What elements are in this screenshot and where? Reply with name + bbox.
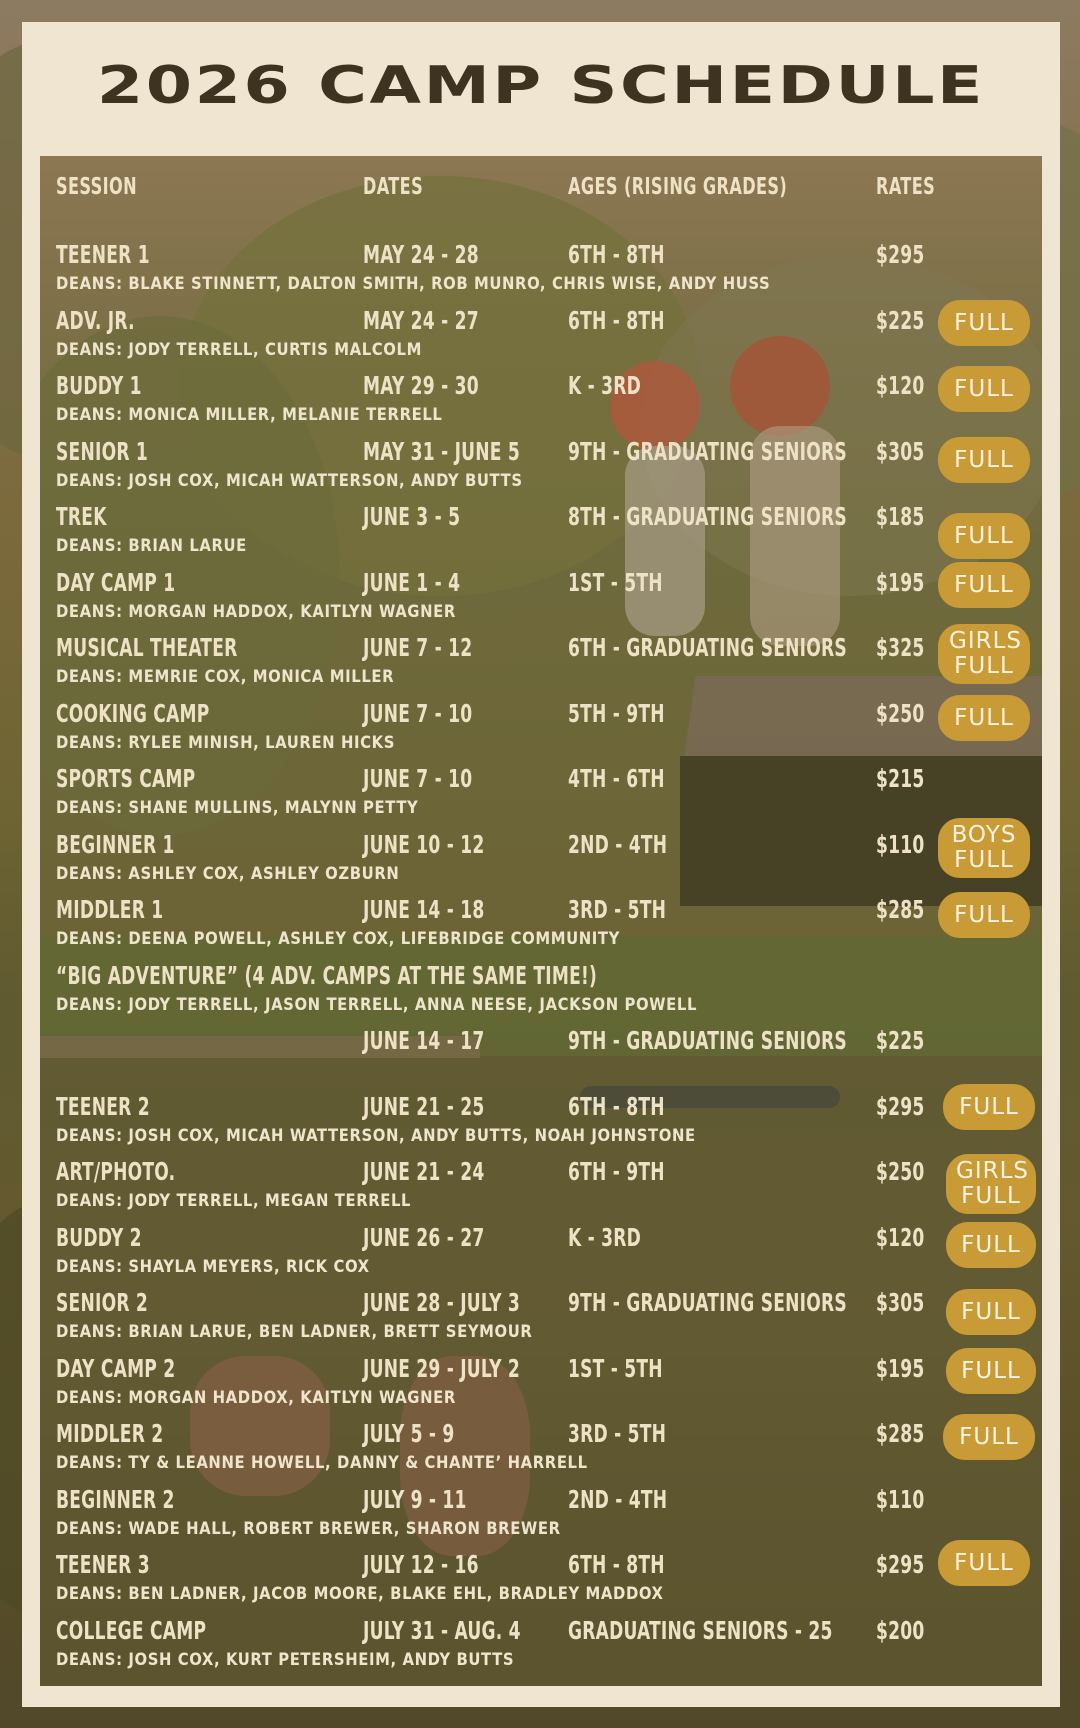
row-deans: DEANS: RYLEE MINISH, LAUREN HICKS bbox=[56, 732, 396, 752]
row-ages: K - 3RD bbox=[568, 1222, 642, 1252]
row-session: ART/PHOTO. bbox=[56, 1157, 176, 1186]
row-dates: MAY 29 - 30 bbox=[363, 371, 479, 400]
status-badge bbox=[943, 1084, 1035, 1130]
row-rate: $120 bbox=[876, 371, 925, 400]
row-rate: $305 bbox=[876, 1288, 925, 1317]
row-dates: JUNE 29 - JULY 2 bbox=[363, 1353, 520, 1383]
row-ages: 1ST - 5TH bbox=[568, 567, 663, 597]
row-deans: DEANS: MEMRIE COX, MONICA MILLER bbox=[56, 667, 395, 686]
row-dates: JUNE 7 - 10 bbox=[363, 698, 473, 728]
row-ages: 6TH - GRADUATING SENIORS bbox=[568, 633, 847, 662]
row-dates: JUNE 1 - 4 bbox=[363, 567, 461, 597]
row-rate: $120 bbox=[876, 1222, 925, 1252]
row-dates: JULY 5 - 9 bbox=[363, 1419, 455, 1448]
status-badge-label: FULL bbox=[961, 1357, 1021, 1384]
status-badge-label: GIRLS FULL bbox=[956, 1158, 1030, 1209]
row-deans: DEANS: SHAYLA MEYERS, RICK COX bbox=[56, 1256, 370, 1276]
row-rate: $295 bbox=[876, 1550, 925, 1579]
row-ages: K - 3RD bbox=[568, 371, 642, 400]
status-badge bbox=[946, 1289, 1036, 1335]
page-title: 2026 CAMP SCHEDULE bbox=[96, 56, 986, 116]
row-deans: DEANS: BRIAN LARUE bbox=[56, 536, 247, 555]
row-deans: DEANS: JOSH COX, MICAH WATTERSON, ANDY BUTTS bbox=[56, 470, 523, 490]
status-badge bbox=[938, 562, 1030, 608]
row-session: COLLEGE CAMP bbox=[56, 1615, 207, 1645]
row-dates: JULY 31 - AUG. 4 bbox=[363, 1615, 521, 1645]
row-rate: $215 bbox=[876, 764, 925, 793]
status-badge bbox=[946, 1348, 1036, 1394]
status-badge-label: FULL bbox=[954, 571, 1014, 598]
row-ages: 9TH - GRADUATING SENIORS bbox=[568, 1288, 847, 1317]
row-rate: $195 bbox=[876, 1353, 925, 1383]
row-rate: $295 bbox=[876, 240, 925, 269]
row-rate: $285 bbox=[876, 1419, 925, 1448]
row-rate: $225 bbox=[876, 305, 925, 335]
row-dates: JUNE 26 - 27 bbox=[363, 1222, 485, 1252]
status-badge-label: FULL bbox=[959, 1093, 1019, 1120]
row-session: “BIG ADVENTURE” (4 ADV. CAMPS AT THE SAME TIME!) bbox=[56, 960, 598, 990]
row-deans: DEANS: MONICA MILLER, MELANIE TERRELL bbox=[56, 405, 443, 424]
row-rate: $250 bbox=[876, 1157, 925, 1186]
row-ages: GRADUATING SENIORS - 25 bbox=[568, 1615, 833, 1645]
status-badge-label: FULL bbox=[954, 375, 1014, 402]
row-session: BUDDY 2 bbox=[56, 1222, 142, 1252]
row-dates: JUNE 21 - 25 bbox=[363, 1091, 485, 1121]
row-rate: $295 bbox=[876, 1091, 925, 1121]
status-badge bbox=[938, 366, 1030, 412]
row-ages: 6TH - 8TH bbox=[568, 1550, 665, 1579]
status-badge-label: BOYS FULL bbox=[951, 822, 1017, 873]
row-dates: JUNE 14 - 18 bbox=[363, 895, 485, 924]
row-rate: $325 bbox=[876, 633, 925, 662]
row-rate: $305 bbox=[876, 436, 925, 466]
status-badge-label: FULL bbox=[954, 704, 1014, 731]
header-rates: RATES bbox=[876, 174, 936, 200]
status-badge-label: FULL bbox=[954, 309, 1014, 336]
row-session: TEENER 3 bbox=[56, 1550, 150, 1579]
row-session: DAY CAMP 2 bbox=[56, 1353, 176, 1383]
status-badge bbox=[938, 300, 1030, 346]
row-deans: DEANS: JODY TERRELL, CURTIS MALCOLM bbox=[56, 339, 422, 359]
row-deans: DEANS: BLAKE STINNETT, DALTON SMITH, ROB MUNRO, CHRIS WISE, ANDY HUSS bbox=[56, 274, 771, 293]
status-badge bbox=[938, 818, 1030, 878]
row-rate: $185 bbox=[876, 502, 925, 531]
row-deans: DEANS: SHANE MULLINS, MALYNN PETTY bbox=[56, 798, 419, 817]
row-session: BEGINNER 1 bbox=[56, 829, 175, 859]
row-ages: 1ST - 5TH bbox=[568, 1353, 663, 1383]
row-deans: DEANS: JODY TERRELL, MEGAN TERRELL bbox=[56, 1191, 412, 1210]
status-badge-label: FULL bbox=[959, 1423, 1019, 1450]
status-badge bbox=[938, 892, 1030, 938]
status-badge-label: FULL bbox=[961, 1298, 1021, 1325]
row-deans: DEANS: BRIAN LARUE, BEN LADNER, BRETT SEYMOUR bbox=[56, 1322, 533, 1341]
status-badge-label: FULL bbox=[954, 901, 1014, 928]
row-dates: JUNE 28 - JULY 3 bbox=[363, 1288, 520, 1317]
row-ages: 6TH - 9TH bbox=[568, 1157, 665, 1186]
header-session: SESSION bbox=[56, 174, 138, 200]
row-deans: DEANS: ASHLEY COX, ASHLEY OZBURN bbox=[56, 863, 400, 883]
row-dates: JULY 9 - 11 bbox=[363, 1484, 467, 1514]
row-session: BUDDY 1 bbox=[56, 371, 142, 400]
row-dates: JUNE 3 - 5 bbox=[363, 502, 461, 531]
row-rate: $250 bbox=[876, 698, 925, 728]
row-ages: 4TH - 6TH bbox=[568, 764, 665, 793]
row-dates: JUNE 7 - 10 bbox=[363, 764, 473, 793]
row-ages: 2ND - 4TH bbox=[568, 829, 668, 859]
row-deans: DEANS: JOSH COX, MICAH WATTERSON, ANDY BUTTS, NOAH JOHNSTONE bbox=[56, 1125, 696, 1145]
row-deans: DEANS: MORGAN HADDOX, KAITLYN WAGNER bbox=[56, 1387, 456, 1407]
row-dates: JUNE 21 - 24 bbox=[363, 1157, 485, 1186]
row-ages: 6TH - 8TH bbox=[568, 1091, 665, 1121]
row-session: DAY CAMP 1 bbox=[56, 567, 176, 597]
row-deans: DEANS: WADE HALL, ROBERT BREWER, SHARON BREWER bbox=[56, 1518, 561, 1538]
row-rate: $200 bbox=[876, 1615, 925, 1645]
row-session: COOKING CAMP bbox=[56, 698, 210, 728]
status-badge-label: FULL bbox=[961, 1231, 1021, 1258]
row-deans: DEANS: DEENA POWELL, ASHLEY COX, LIFEBRIDGE COMMUNITY bbox=[56, 929, 620, 948]
row-ages: 3RD - 5TH bbox=[568, 1419, 667, 1448]
row-session: ADV. JR. bbox=[56, 305, 135, 335]
status-badge bbox=[938, 1540, 1030, 1586]
row-dates: MAY 31 - JUNE 5 bbox=[363, 436, 521, 466]
row-deans: DEANS: JODY TERRELL, JASON TERRELL, ANNA NEESE, JACKSON POWELL bbox=[56, 994, 698, 1014]
row-ages: 5TH - 9TH bbox=[568, 698, 665, 728]
row-session: MIDDLER 1 bbox=[56, 895, 164, 924]
row-dates: JUNE 7 - 12 bbox=[363, 633, 473, 662]
status-badge bbox=[938, 624, 1030, 684]
row-session: TEENER 2 bbox=[56, 1091, 150, 1121]
row-rate: $110 bbox=[876, 829, 925, 859]
header-dates: DATES bbox=[363, 174, 424, 200]
row-ages: 2ND - 4TH bbox=[568, 1484, 668, 1514]
row-dates: MAY 24 - 28 bbox=[363, 240, 479, 269]
row-dates: JUNE 10 - 12 bbox=[363, 829, 485, 859]
row-ages: 8TH - GRADUATING SENIORS bbox=[568, 502, 847, 531]
row-session: SENIOR 1 bbox=[56, 436, 149, 466]
header-ages: AGES (RISING GRADES) bbox=[568, 174, 788, 200]
status-badge-label: GIRLS FULL bbox=[949, 628, 1023, 679]
row-deans: DEANS: BEN LADNER, JACOB MOORE, BLAKE EHL, BRADLEY MADDOX bbox=[56, 1584, 664, 1603]
row-session: SENIOR 2 bbox=[56, 1288, 149, 1317]
status-badge-label: FULL bbox=[954, 446, 1014, 473]
row-session: BEGINNER 2 bbox=[56, 1484, 175, 1514]
row-deans: DEANS: JOSH COX, KURT PETERSHEIM, ANDY BUTTS bbox=[56, 1649, 515, 1669]
status-badge-label: FULL bbox=[954, 522, 1014, 549]
row-deans: DEANS: TY & LEANNE HOWELL, DANNY & CHANTE’ HARRELL bbox=[56, 1453, 588, 1472]
row-dates: JUNE 14 - 17 bbox=[363, 1026, 485, 1055]
row-rate: $110 bbox=[876, 1484, 925, 1514]
row-ages: 6TH - 8TH bbox=[568, 240, 665, 269]
row-ages: 9TH - GRADUATING SENIORS bbox=[568, 436, 847, 466]
status-badge bbox=[938, 513, 1030, 559]
status-badge bbox=[946, 1154, 1036, 1214]
row-ages: 6TH - 8TH bbox=[568, 305, 665, 335]
row-deans: DEANS: MORGAN HADDOX, KAITLYN WAGNER bbox=[56, 601, 456, 621]
row-rate: $285 bbox=[876, 895, 925, 924]
status-badge bbox=[938, 437, 1030, 483]
row-rate: $195 bbox=[876, 567, 925, 597]
status-badge-label: FULL bbox=[954, 1549, 1014, 1576]
status-badge bbox=[946, 1222, 1036, 1268]
row-dates: MAY 24 - 27 bbox=[363, 305, 479, 335]
row-ages: 3RD - 5TH bbox=[568, 895, 667, 924]
row-ages: 9TH - GRADUATING SENIORS bbox=[568, 1026, 847, 1055]
row-session: MIDDLER 2 bbox=[56, 1419, 164, 1448]
row-session: MUSICAL THEATER bbox=[56, 633, 238, 662]
row-session: TEENER 1 bbox=[56, 240, 150, 269]
row-session: TREK bbox=[56, 502, 107, 531]
row-rate: $225 bbox=[876, 1026, 925, 1055]
row-session: SPORTS CAMP bbox=[56, 764, 196, 793]
status-badge bbox=[938, 695, 1030, 741]
status-badge bbox=[943, 1414, 1035, 1460]
row-dates: JULY 12 - 16 bbox=[363, 1550, 479, 1579]
